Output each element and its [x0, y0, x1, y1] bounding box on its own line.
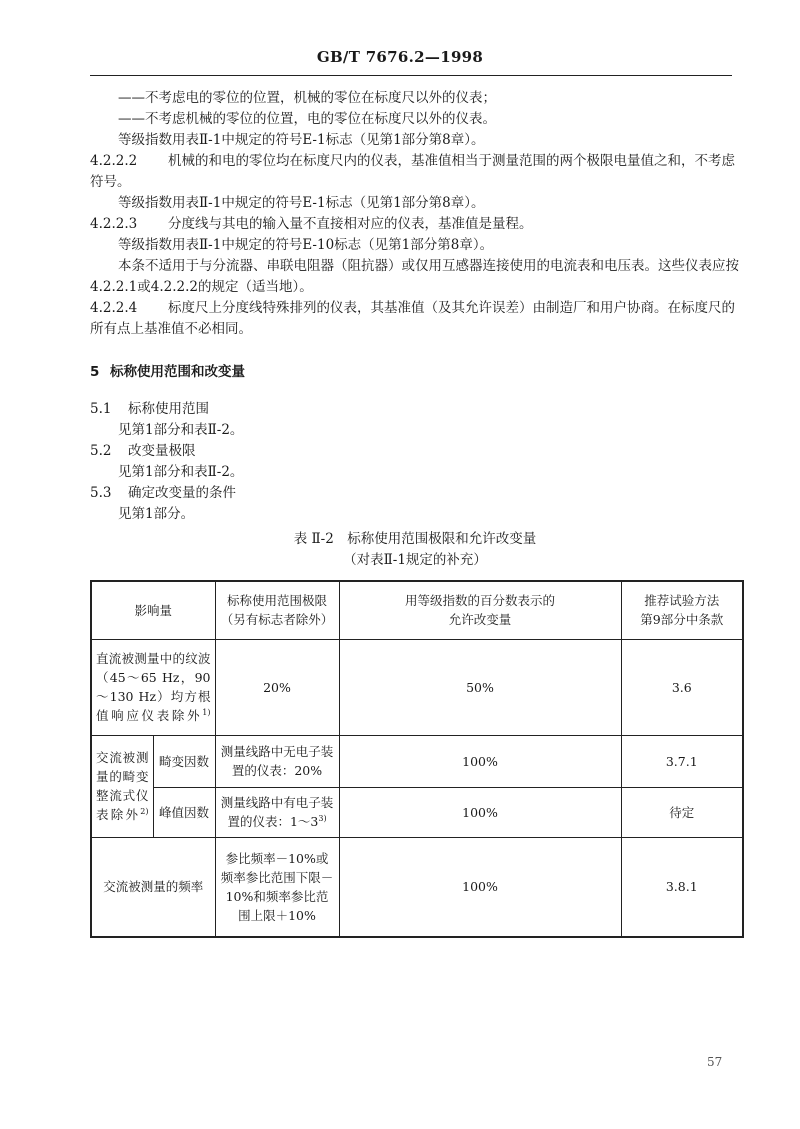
clause-51-body: 见第1部分和表Ⅱ-2。: [118, 422, 244, 438]
grade-note-1: 等级指数用表Ⅱ-1中规定的符号E-1标志（见第1部分第8章）。: [118, 132, 485, 148]
clause-53: [90, 483, 740, 504]
row1-change: 50%: [339, 639, 621, 735]
row2-change: 100%: [339, 735, 621, 787]
clause-4222: [90, 151, 740, 193]
clause-number: 5.3: [90, 485, 112, 501]
header-rule: [90, 75, 732, 76]
group-note: 2): [140, 806, 149, 816]
clause-number: 5.1: [90, 401, 112, 417]
section-5-heading: [90, 362, 740, 383]
header-method: [621, 581, 743, 639]
clause-number: 5.2: [90, 443, 112, 459]
row2-method: 3.7.1: [621, 735, 743, 787]
clause-52: [90, 441, 740, 462]
clause-text: 机械的和电的零位均在标度尺内的仪表，基准值相当于测量范围的两个极限电量值之和，不考虑符号。: [90, 153, 735, 190]
header-limits-line2: （另有标志者除外）: [220, 612, 334, 628]
row3-limit: [215, 787, 339, 837]
header-limits-line1: 标称使用范围极限: [227, 593, 328, 609]
influence-table: [90, 580, 744, 938]
clause-title: 标称使用范围: [128, 401, 209, 417]
row3-factor: 峰值因数: [153, 787, 215, 837]
header-method-line2: 第9部分中条款: [640, 612, 724, 628]
table-row: [91, 639, 743, 735]
clause-number: 4.2.2.4: [90, 300, 138, 316]
section-number: 5: [90, 364, 100, 380]
clause-number: 4.2.2.3: [90, 216, 138, 232]
clause-text: 标度尺上分度线特殊排列的仪表，其基准值（及其允许误差）由制造厂和用户协商。在标度尺的所有点上基准值不必相同。: [90, 300, 735, 337]
row3-change: 100%: [339, 787, 621, 837]
header-change: [339, 581, 621, 639]
row2-factor: 畸变因数: [153, 735, 215, 787]
clause-4223-extra: 本条不适用于与分流器、串联电阻器（阻抗器）或仅用互感器连接使用的电流表和电压表。这些仪表应按4.2.2.1或4.2.2.2的规定（适当地）。: [90, 258, 739, 295]
row4-limit: 参比频率－10%或频率参比范围下限－10%和频率参比范围上限＋10%: [215, 837, 339, 937]
document-code: GB/T 7676.2—1998: [316, 48, 484, 66]
row4-change: 100%: [339, 837, 621, 937]
group-label-cell: [91, 735, 153, 837]
table-row: [91, 735, 743, 787]
table-caption: 表 Ⅱ-2 标称使用范围极限和允许改变量: [293, 531, 537, 547]
clause-number: 4.2.2.2: [90, 153, 138, 169]
row1-influence-text: 直流被测量中的纹波（45～65 Hz，90～130 Hz）均方根值响应仪表除外: [96, 651, 211, 723]
clause-52-body: 见第1部分和表Ⅱ-2。: [118, 464, 244, 480]
header-limits: [215, 581, 339, 639]
header-method-line1: 推荐试验方法: [644, 593, 720, 609]
clause-text: 分度线与其电的输入量不直接相对应的仪表，基准值是量程。: [168, 216, 533, 232]
clause-4222-note: 等级指数用表Ⅱ-1中规定的符号E-1标志（见第1部分第8章）。: [118, 195, 485, 211]
table-subcaption: （对表Ⅱ-1规定的补充）: [343, 552, 487, 568]
row1-influence: [91, 639, 215, 735]
row3-note: 3): [318, 813, 327, 823]
row3-limit-text: 测量线路中有电子装置的仪表：1～3: [220, 795, 334, 829]
page-number: 57: [707, 1055, 723, 1069]
clause-4224: [90, 298, 740, 340]
clause-4223: [90, 214, 740, 235]
section-title: 标称使用范围和改变量: [110, 364, 245, 380]
row1-limit: 20%: [215, 639, 339, 735]
row1-note: 1): [202, 707, 211, 717]
table-header-row: [91, 581, 743, 639]
clause-53-body: 见第1部分。: [118, 506, 195, 522]
page-body: [90, 88, 740, 571]
clause-title: 确定改变量的条件: [128, 485, 236, 501]
row4-method: 3.8.1: [621, 837, 743, 937]
table-row: [91, 787, 743, 837]
row4-influence: 交流被测量的频率: [91, 837, 215, 937]
header-change-line1: 用等级指数的百分数表示的: [405, 593, 556, 609]
row3-method: 待定: [621, 787, 743, 837]
table-row: [91, 837, 743, 937]
clause-title: 改变量极限: [128, 443, 196, 459]
dash-line-2: ——不考虑机械的零位的位置，电的零位在标度尺以外的仪表。: [118, 111, 496, 127]
group-label: 交流被测量的畸变整流式仪表除外: [96, 750, 149, 822]
clause-51: [90, 399, 740, 420]
dash-line-1: ——不考虑电的零位的位置，机械的零位在标度尺以外的仪表；: [118, 90, 496, 106]
header-change-line2: 允许改变量: [448, 612, 512, 628]
row2-limit: 测量线路中无电子装置的仪表：20%: [215, 735, 339, 787]
clause-4223-note: 等级指数用表Ⅱ-1中规定的符号E-10标志（见第1部分第8章）。: [118, 237, 494, 253]
header-influence: 影响量: [91, 581, 215, 639]
row1-method: 3.6: [621, 639, 743, 735]
